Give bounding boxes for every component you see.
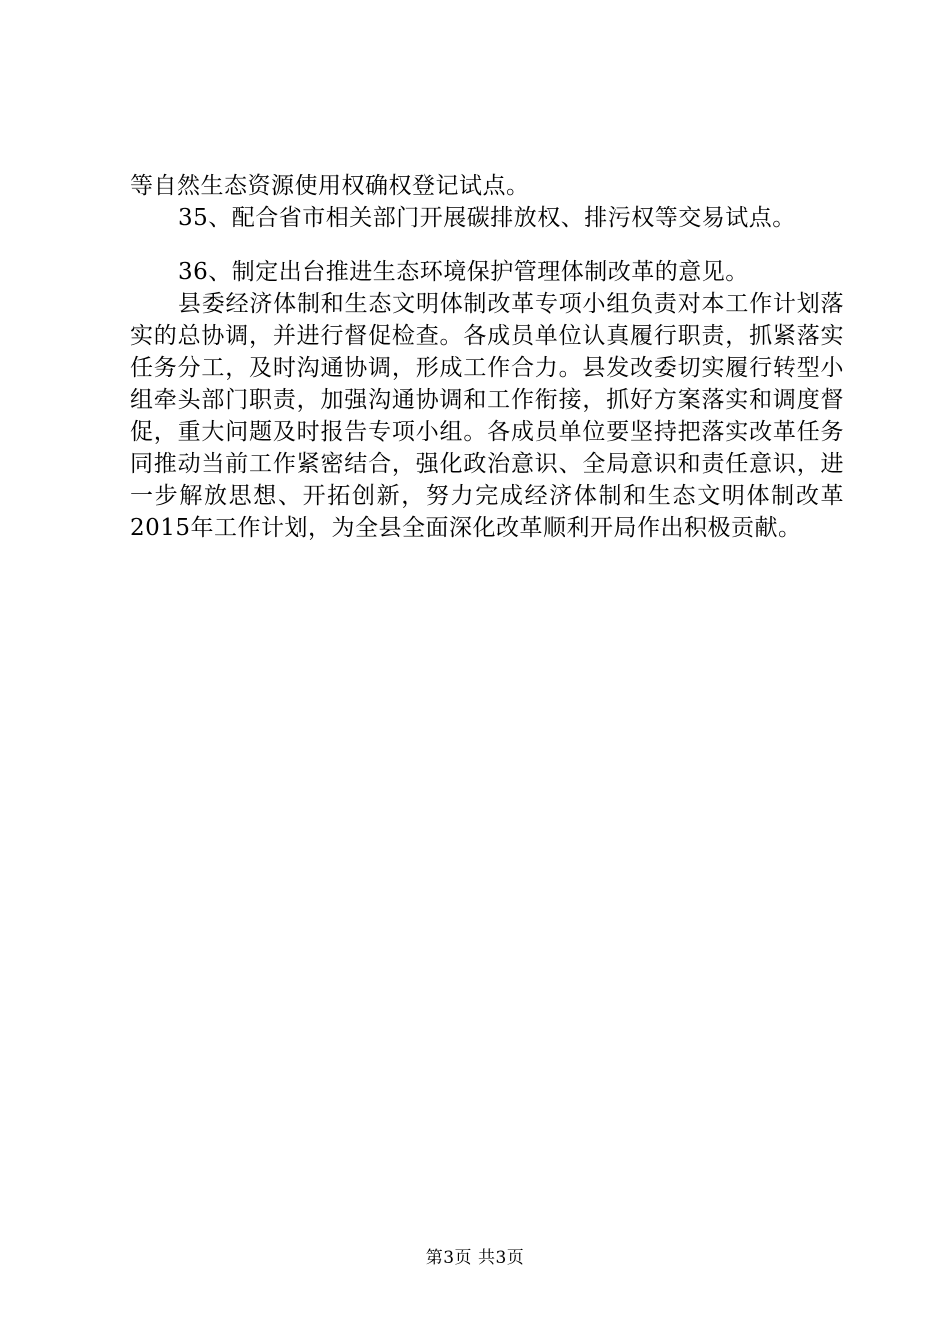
paragraph-item-35: 35、配合省市相关部门开展碳排放权、排污权等交易试点。 [178, 205, 796, 231]
paragraph-continuation: 等自然生态资源使用权确权登记试点。 [130, 173, 530, 199]
paragraph-summary: 县委经济体制和生态文明体制改革专项小组负责对本工作计划落实的总协调，并进行督促检查。各成员单位认真履行职责，抓紧落实任务分工，及时沟通协调，形成工作合力。县发改委切实履行转型小组牵头部门职责，加强沟通协调和工作衔接，抓好方案落实和调度督促，重大问题及时报告专项小组。各成员单位要坚持把落实改革任务同推动当前工作紧密结合，强化政治意识、全局意识和责任意识，进一步解放思想、开拓创新，努力完成经济体制和生态文明体制改革2015年工作计划，为全县全面深化改革顺利开局作出积极贡献。 [130, 291, 844, 541]
paragraph-item-36: 36、制定出台推进生态环境保护管理体制改革的意见。 [178, 259, 749, 285]
document-body [130, 170, 844, 544]
page-footer: 第3页 共3页 [425, 1248, 525, 1268]
